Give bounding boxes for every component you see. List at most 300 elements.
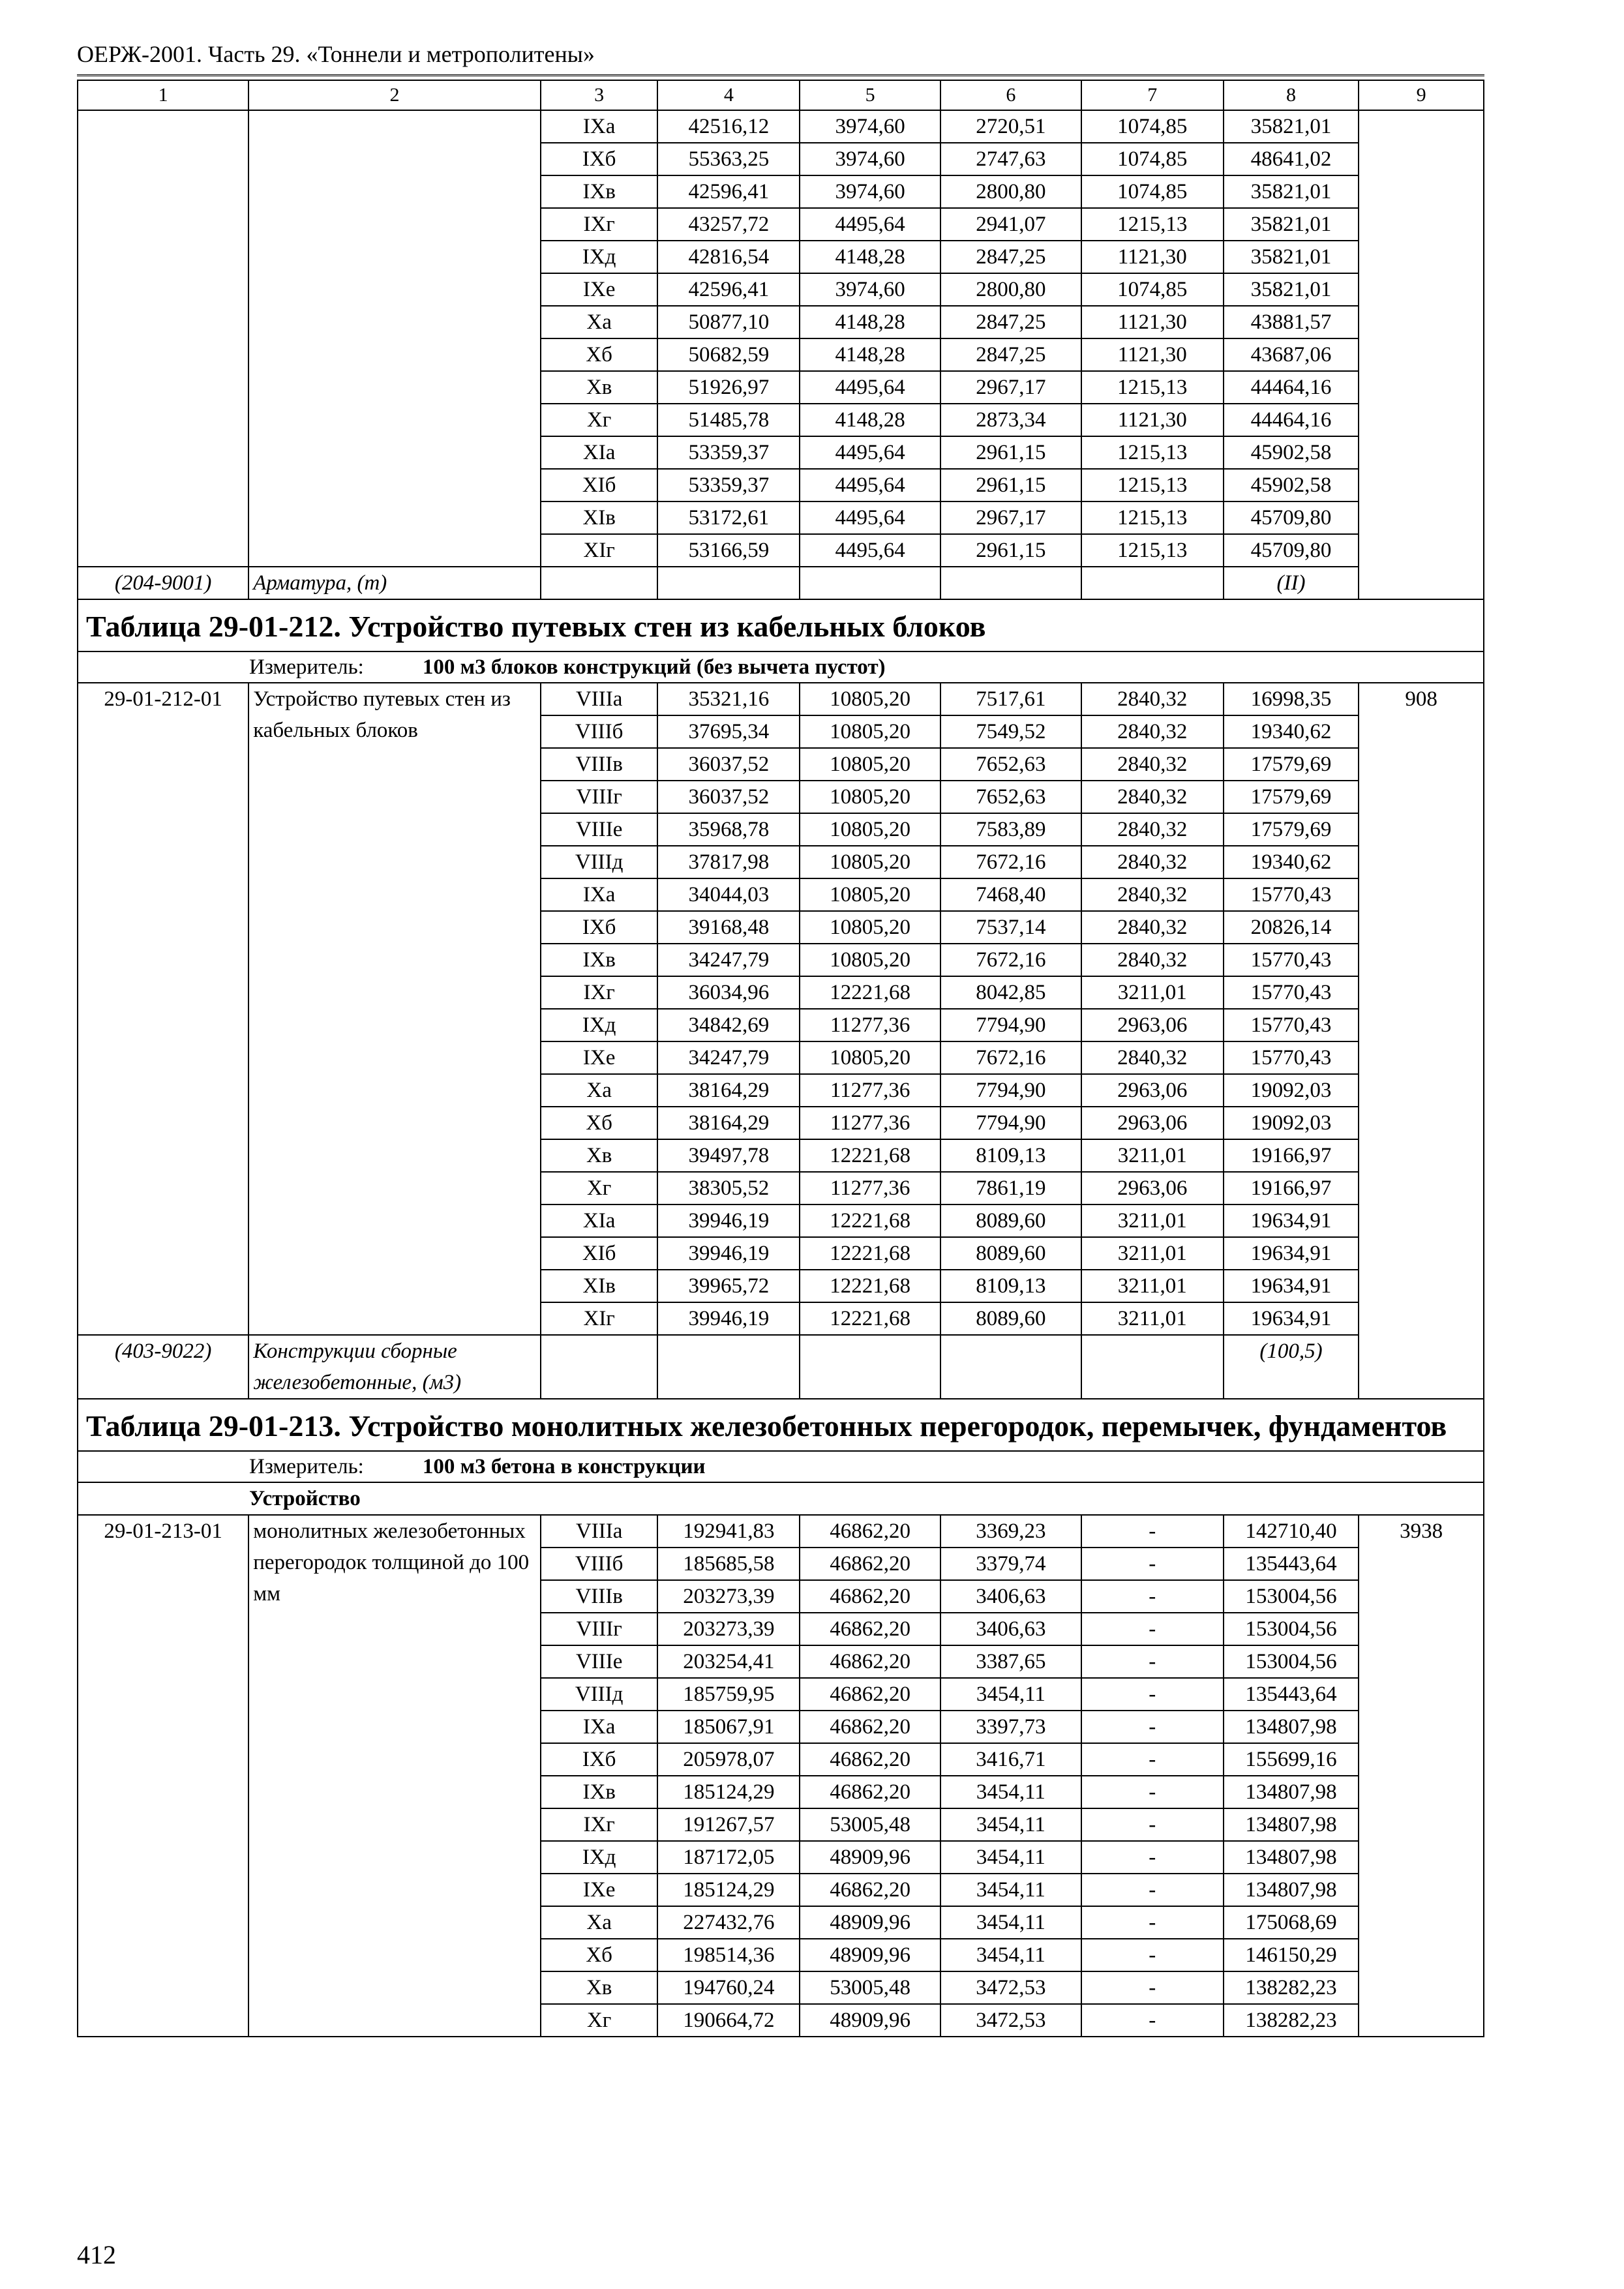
value-cell: 53172,61 [657, 501, 800, 534]
page-header [77, 40, 1484, 76]
empty-cell [541, 1335, 657, 1399]
value-cell: 11277,36 [800, 1074, 940, 1107]
zone-cell: XIг [541, 534, 657, 567]
value-cell: 45902,58 [1224, 436, 1359, 469]
value-cell: 35821,01 [1224, 273, 1359, 306]
value-cell: 46862,20 [800, 1776, 940, 1808]
value-cell: 51926,97 [657, 371, 800, 404]
zone-cell: IXд [541, 241, 657, 273]
value-cell: 185124,29 [657, 1776, 800, 1808]
value-cell: 39965,72 [657, 1270, 800, 1302]
value-cell: 38164,29 [657, 1107, 800, 1139]
value-cell: 43687,06 [1224, 338, 1359, 371]
measure-label: Измеритель: [249, 655, 364, 679]
column-number-header: 4 [657, 80, 800, 110]
value-cell: 1215,13 [1081, 501, 1224, 534]
value-cell: 194760,24 [657, 1971, 800, 2004]
value-cell: 53166,59 [657, 534, 800, 567]
zone-cell: IXе [541, 1041, 657, 1074]
value-cell: 51485,78 [657, 404, 800, 436]
zone-cell: IXе [541, 273, 657, 306]
resource-name: Конструкции сборные железобетонные, (м3) [248, 1335, 541, 1399]
value-cell: 19634,91 [1224, 1302, 1359, 1335]
value-cell: 3454,11 [940, 1808, 1081, 1841]
value-cell: 50682,59 [657, 338, 800, 371]
value-cell: 46862,20 [800, 1548, 940, 1580]
value-cell: 19340,62 [1224, 846, 1359, 878]
value-cell: 2840,32 [1081, 1041, 1224, 1074]
value-cell: 19092,03 [1224, 1074, 1359, 1107]
value-cell: 35821,01 [1224, 175, 1359, 208]
value-cell: 3406,63 [940, 1613, 1081, 1645]
value-cell: 15770,43 [1224, 1009, 1359, 1041]
value-cell: 175068,69 [1224, 1906, 1359, 1939]
table-title: Таблица 29-01-212. Устройство путевых стен из кабельных блоков [78, 599, 1484, 651]
value-cell: 39168,48 [657, 911, 800, 944]
value-cell: 48909,96 [800, 1906, 940, 1939]
column-number-header: 9 [1359, 80, 1484, 110]
value-cell: 7794,90 [940, 1009, 1081, 1041]
col9-cell: 3938 [1359, 1515, 1484, 2037]
value-cell: 1074,85 [1081, 143, 1224, 175]
value-cell: 3406,63 [940, 1580, 1081, 1613]
name-cell [248, 110, 541, 567]
table-row [78, 567, 1484, 599]
value-cell: 7468,40 [940, 878, 1081, 911]
value-cell: 35821,01 [1224, 241, 1359, 273]
column-number-header: 1 [78, 80, 248, 110]
value-cell: 2961,15 [940, 469, 1081, 501]
rates-table-container [77, 80, 1484, 2037]
value-cell: 19340,62 [1224, 715, 1359, 748]
value-cell: 46862,20 [800, 1874, 940, 1906]
value-cell: 10805,20 [800, 944, 940, 976]
value-cell: 4495,64 [800, 436, 940, 469]
value-cell: 191267,57 [657, 1808, 800, 1841]
zone-cell: Xб [541, 1939, 657, 1971]
empty-cell [1081, 567, 1224, 599]
value-cell: 38164,29 [657, 1074, 800, 1107]
value-cell: 35321,16 [657, 683, 800, 715]
value-cell: 3211,01 [1081, 1139, 1224, 1172]
zone-cell: XIв [541, 1270, 657, 1302]
value-cell: 7861,19 [940, 1172, 1081, 1204]
value-cell: 2720,51 [940, 110, 1081, 143]
zone-cell: IXб [541, 911, 657, 944]
zone-cell: IXв [541, 944, 657, 976]
value-cell: - [1081, 1808, 1224, 1841]
value-cell: 2967,17 [940, 371, 1081, 404]
value-cell: 153004,56 [1224, 1613, 1359, 1645]
value-cell: 1215,13 [1081, 208, 1224, 241]
value-cell: 19634,91 [1224, 1204, 1359, 1237]
value-cell: - [1081, 2004, 1224, 2037]
measure-value: 100 м3 блоков конструкций (без вычета пустот) [422, 655, 886, 679]
value-cell: 1074,85 [1081, 110, 1224, 143]
value-cell: 205978,07 [657, 1743, 800, 1776]
value-cell: 138282,23 [1224, 2004, 1359, 2037]
value-cell: 1121,30 [1081, 338, 1224, 371]
value-cell: 17579,69 [1224, 781, 1359, 813]
zone-cell: XIг [541, 1302, 657, 1335]
value-cell: 3454,11 [940, 1776, 1081, 1808]
value-cell: 2847,25 [940, 338, 1081, 371]
value-cell: 3974,60 [800, 175, 940, 208]
value-cell: 10805,20 [800, 846, 940, 878]
value-cell: 53359,37 [657, 436, 800, 469]
value-cell: 15770,43 [1224, 1041, 1359, 1074]
value-cell: 2840,32 [1081, 944, 1224, 976]
value-cell: 4495,64 [800, 534, 940, 567]
value-cell: 2847,25 [940, 306, 1081, 338]
value-cell: 3397,73 [940, 1711, 1081, 1743]
value-cell: 7672,16 [940, 1041, 1081, 1074]
value-cell: 1074,85 [1081, 175, 1224, 208]
value-cell: 2963,06 [1081, 1009, 1224, 1041]
value-cell: 10805,20 [800, 813, 940, 846]
value-cell: 1121,30 [1081, 241, 1224, 273]
value-cell: 19092,03 [1224, 1107, 1359, 1139]
value-cell: 1074,85 [1081, 273, 1224, 306]
value-cell: 44464,16 [1224, 404, 1359, 436]
value-cell: 142710,40 [1224, 1515, 1359, 1548]
value-cell: 7537,14 [940, 911, 1081, 944]
zone-cell: VIIIв [541, 748, 657, 781]
name-cell: монолитных железобетонных перегородок толщиной до 100 мм [248, 1515, 541, 2037]
value-cell: 10805,20 [800, 878, 940, 911]
value-cell: 7672,16 [940, 846, 1081, 878]
zone-cell: Xб [541, 1107, 657, 1139]
resource-code: (403-9022) [78, 1335, 248, 1399]
name-cell: Устройство путевых стен из кабельных блоков [248, 683, 541, 1335]
value-cell: 42596,41 [657, 175, 800, 208]
zone-cell: VIIIд [541, 1678, 657, 1711]
value-cell: 3472,53 [940, 1971, 1081, 2004]
value-cell: 3454,11 [940, 1678, 1081, 1711]
zone-cell: IXв [541, 1776, 657, 1808]
value-cell: 203273,39 [657, 1613, 800, 1645]
value-cell: - [1081, 1874, 1224, 1906]
value-cell: 7794,90 [940, 1074, 1081, 1107]
value-cell: 19166,97 [1224, 1172, 1359, 1204]
value-cell: 3454,11 [940, 1939, 1081, 1971]
value-cell: 46862,20 [800, 1613, 940, 1645]
zone-cell: XIа [541, 436, 657, 469]
value-cell: 20826,14 [1224, 911, 1359, 944]
table-row [78, 683, 1484, 715]
value-cell: 3454,11 [940, 1841, 1081, 1874]
code-cell [78, 110, 248, 567]
zone-cell: VIIIа [541, 1515, 657, 1548]
zone-cell: XIб [541, 1237, 657, 1270]
value-cell: 35821,01 [1224, 110, 1359, 143]
value-cell: - [1081, 1678, 1224, 1711]
page-number: 412 [77, 2240, 116, 2269]
value-cell: 48641,02 [1224, 143, 1359, 175]
zone-cell: IXг [541, 976, 657, 1009]
zone-cell: VIIIв [541, 1580, 657, 1613]
value-cell: 3416,71 [940, 1743, 1081, 1776]
value-cell: 11277,36 [800, 1172, 940, 1204]
value-cell: - [1081, 1711, 1224, 1743]
value-cell: 3974,60 [800, 143, 940, 175]
zone-cell: XIв [541, 501, 657, 534]
value-cell: 37817,98 [657, 846, 800, 878]
value-cell: 48909,96 [800, 1939, 940, 1971]
value-cell: 2840,32 [1081, 911, 1224, 944]
value-cell: 3379,74 [940, 1548, 1081, 1580]
zone-cell: IXа [541, 110, 657, 143]
value-cell: 1121,30 [1081, 404, 1224, 436]
zone-cell: IXд [541, 1009, 657, 1041]
value-cell: 3974,60 [800, 273, 940, 306]
value-cell: 192941,83 [657, 1515, 800, 1548]
resource-name: Арматура, (т) [248, 567, 541, 599]
zone-cell: VIIIд [541, 846, 657, 878]
empty-cell [657, 567, 800, 599]
value-cell: 2840,32 [1081, 878, 1224, 911]
value-cell: 19166,97 [1224, 1139, 1359, 1172]
value-cell: 15770,43 [1224, 878, 1359, 911]
rates-table [77, 80, 1484, 2037]
value-cell: 46862,20 [800, 1678, 940, 1711]
value-cell: 3211,01 [1081, 1204, 1224, 1237]
value-cell: 34044,03 [657, 878, 800, 911]
table-row [78, 80, 1484, 110]
value-cell: 8109,13 [940, 1270, 1081, 1302]
value-cell: 2840,32 [1081, 715, 1224, 748]
zone-cell: Xг [541, 404, 657, 436]
value-cell: 185124,29 [657, 1874, 800, 1906]
value-cell: 153004,56 [1224, 1645, 1359, 1678]
zone-cell: Xг [541, 1172, 657, 1204]
column-number-header: 5 [800, 80, 940, 110]
value-cell: 185067,91 [657, 1711, 800, 1743]
value-cell: 19634,91 [1224, 1237, 1359, 1270]
value-cell: 134807,98 [1224, 1711, 1359, 1743]
value-cell: 19634,91 [1224, 1270, 1359, 1302]
value-cell: - [1081, 1776, 1224, 1808]
value-cell: 185759,95 [657, 1678, 800, 1711]
value-cell: 4148,28 [800, 306, 940, 338]
value-cell: 3211,01 [1081, 1270, 1224, 1302]
value-cell: 15770,43 [1224, 944, 1359, 976]
value-cell: 134807,98 [1224, 1874, 1359, 1906]
value-cell: 1215,13 [1081, 469, 1224, 501]
value-cell: 187172,05 [657, 1841, 800, 1874]
col9-cell: 908 [1359, 683, 1484, 1399]
value-cell: - [1081, 1548, 1224, 1580]
value-cell: 35821,01 [1224, 208, 1359, 241]
value-cell: 2961,15 [940, 436, 1081, 469]
value-cell: 42516,12 [657, 110, 800, 143]
empty-cell [657, 1335, 800, 1399]
zone-cell: VIIIе [541, 813, 657, 846]
value-cell: 146150,29 [1224, 1939, 1359, 1971]
zone-cell: Xа [541, 306, 657, 338]
table-row [78, 1399, 1484, 1451]
value-cell: 10805,20 [800, 781, 940, 813]
empty-cell [800, 567, 940, 599]
value-cell: 39497,78 [657, 1139, 800, 1172]
value-cell: 8089,60 [940, 1302, 1081, 1335]
value-cell: 3454,11 [940, 1906, 1081, 1939]
empty-cell [541, 567, 657, 599]
value-cell: - [1081, 1743, 1224, 1776]
table-row [78, 110, 1484, 143]
zone-cell: IXд [541, 1841, 657, 1874]
zone-cell: VIIIб [541, 1548, 657, 1580]
value-cell: 3211,01 [1081, 976, 1224, 1009]
value-cell: 10805,20 [800, 748, 940, 781]
zone-cell: Xа [541, 1074, 657, 1107]
document-title: ОЕРЖ-2001. Часть 29. «Тоннели и метрополитены» [77, 41, 595, 67]
zone-cell: IXб [541, 1743, 657, 1776]
value-cell: - [1081, 1515, 1224, 1548]
value-cell: 43257,72 [657, 208, 800, 241]
measure-row [78, 1451, 1484, 1482]
value-cell: 53005,48 [800, 1808, 940, 1841]
value-cell: 46862,20 [800, 1515, 940, 1548]
value-cell: 37695,34 [657, 715, 800, 748]
column-number-header: 6 [940, 80, 1081, 110]
value-cell: 11277,36 [800, 1107, 940, 1139]
empty-cell [800, 1335, 940, 1399]
value-cell: 153004,56 [1224, 1580, 1359, 1613]
value-cell: 45709,80 [1224, 534, 1359, 567]
value-cell: 1121,30 [1081, 306, 1224, 338]
value-cell: 34247,79 [657, 1041, 800, 1074]
value-cell: 10805,20 [800, 1041, 940, 1074]
value-cell: 17579,69 [1224, 748, 1359, 781]
zone-cell: Xб [541, 338, 657, 371]
subheading: Устройство [78, 1482, 1484, 1515]
value-cell: 39946,19 [657, 1237, 800, 1270]
value-cell: 2840,32 [1081, 781, 1224, 813]
value-cell: 4148,28 [800, 404, 940, 436]
zone-cell: XIб [541, 469, 657, 501]
value-cell: 10805,20 [800, 715, 940, 748]
value-cell: 39946,19 [657, 1204, 800, 1237]
value-cell: 1215,13 [1081, 436, 1224, 469]
table-row [78, 1335, 1484, 1399]
value-cell: 2840,32 [1081, 748, 1224, 781]
value-cell: 8109,13 [940, 1139, 1081, 1172]
column-number-header: 8 [1224, 80, 1359, 110]
value-cell: 3211,01 [1081, 1302, 1224, 1335]
value-cell: 55363,25 [657, 143, 800, 175]
measure-value: 100 м3 бетона в конструкции [422, 1455, 706, 1478]
value-cell: 2747,63 [940, 143, 1081, 175]
zone-cell: IXг [541, 208, 657, 241]
value-cell: 12221,68 [800, 1139, 940, 1172]
value-cell: 3369,23 [940, 1515, 1081, 1548]
value-cell: 7549,52 [940, 715, 1081, 748]
value-cell: - [1081, 1906, 1224, 1939]
value-cell: 203273,39 [657, 1580, 800, 1613]
zone-cell: IXг [541, 1808, 657, 1841]
value-cell: 34247,79 [657, 944, 800, 976]
code-cell: 29-01-213-01 [78, 1515, 248, 2037]
value-cell: 3211,01 [1081, 1237, 1224, 1270]
column-number-header: 7 [1081, 80, 1224, 110]
value-cell: 4495,64 [800, 208, 940, 241]
empty-cell [940, 1335, 1081, 1399]
value-cell: 38305,52 [657, 1172, 800, 1204]
empty-cell [940, 567, 1081, 599]
value-cell: 34842,69 [657, 1009, 800, 1041]
value-cell: 2963,06 [1081, 1172, 1224, 1204]
zone-cell: VIIIб [541, 715, 657, 748]
value-cell: 46862,20 [800, 1743, 940, 1776]
zone-cell: IXв [541, 175, 657, 208]
column-number-header: 3 [541, 80, 657, 110]
measure-label: Измеритель: [249, 1455, 364, 1478]
column-number-header: 2 [248, 80, 541, 110]
value-cell: 48909,96 [800, 1841, 940, 1874]
value-cell: 3472,53 [940, 2004, 1081, 2037]
value-cell: 7517,61 [940, 683, 1081, 715]
zone-cell: VIIIг [541, 781, 657, 813]
value-cell: 12221,68 [800, 976, 940, 1009]
value-cell: 7672,16 [940, 944, 1081, 976]
value-cell: 12221,68 [800, 1302, 940, 1335]
zone-cell: VIIIа [541, 683, 657, 715]
value-cell: 44464,16 [1224, 371, 1359, 404]
value-cell: 203254,41 [657, 1645, 800, 1678]
value-cell: 10805,20 [800, 683, 940, 715]
value-cell: 227432,76 [657, 1906, 800, 1939]
value-cell: 36037,52 [657, 781, 800, 813]
value-cell: 45709,80 [1224, 501, 1359, 534]
value-cell: 2967,17 [940, 501, 1081, 534]
table-row [78, 1451, 1484, 1482]
value-cell: 8089,60 [940, 1237, 1081, 1270]
value-cell: 43881,57 [1224, 306, 1359, 338]
value-cell: 2873,34 [940, 404, 1081, 436]
resource-quantity: (II) [1224, 567, 1359, 599]
value-cell: 2963,06 [1081, 1107, 1224, 1139]
value-cell: 134807,98 [1224, 1776, 1359, 1808]
value-cell: 45902,58 [1224, 469, 1359, 501]
value-cell: 198514,36 [657, 1939, 800, 1971]
zone-cell: IXа [541, 878, 657, 911]
value-cell: 3387,65 [940, 1645, 1081, 1678]
value-cell: 35968,78 [657, 813, 800, 846]
value-cell: 134807,98 [1224, 1808, 1359, 1841]
value-cell: 1215,13 [1081, 534, 1224, 567]
value-cell: 17579,69 [1224, 813, 1359, 846]
value-cell: 50877,10 [657, 306, 800, 338]
value-cell: 36034,96 [657, 976, 800, 1009]
value-cell: 4148,28 [800, 241, 940, 273]
value-cell: 12221,68 [800, 1270, 940, 1302]
value-cell: 1215,13 [1081, 371, 1224, 404]
value-cell: 2961,15 [940, 534, 1081, 567]
col9-cell [1359, 110, 1484, 599]
value-cell: 2840,32 [1081, 846, 1224, 878]
value-cell: 155699,16 [1224, 1743, 1359, 1776]
zone-cell: IXе [541, 1874, 657, 1906]
value-cell: - [1081, 1580, 1224, 1613]
value-cell: 2847,25 [940, 241, 1081, 273]
value-cell: 36037,52 [657, 748, 800, 781]
value-cell: 138282,23 [1224, 1971, 1359, 2004]
value-cell: 2800,80 [940, 273, 1081, 306]
value-cell: 2840,32 [1081, 813, 1224, 846]
zone-cell: Xв [541, 371, 657, 404]
value-cell: - [1081, 1613, 1224, 1645]
